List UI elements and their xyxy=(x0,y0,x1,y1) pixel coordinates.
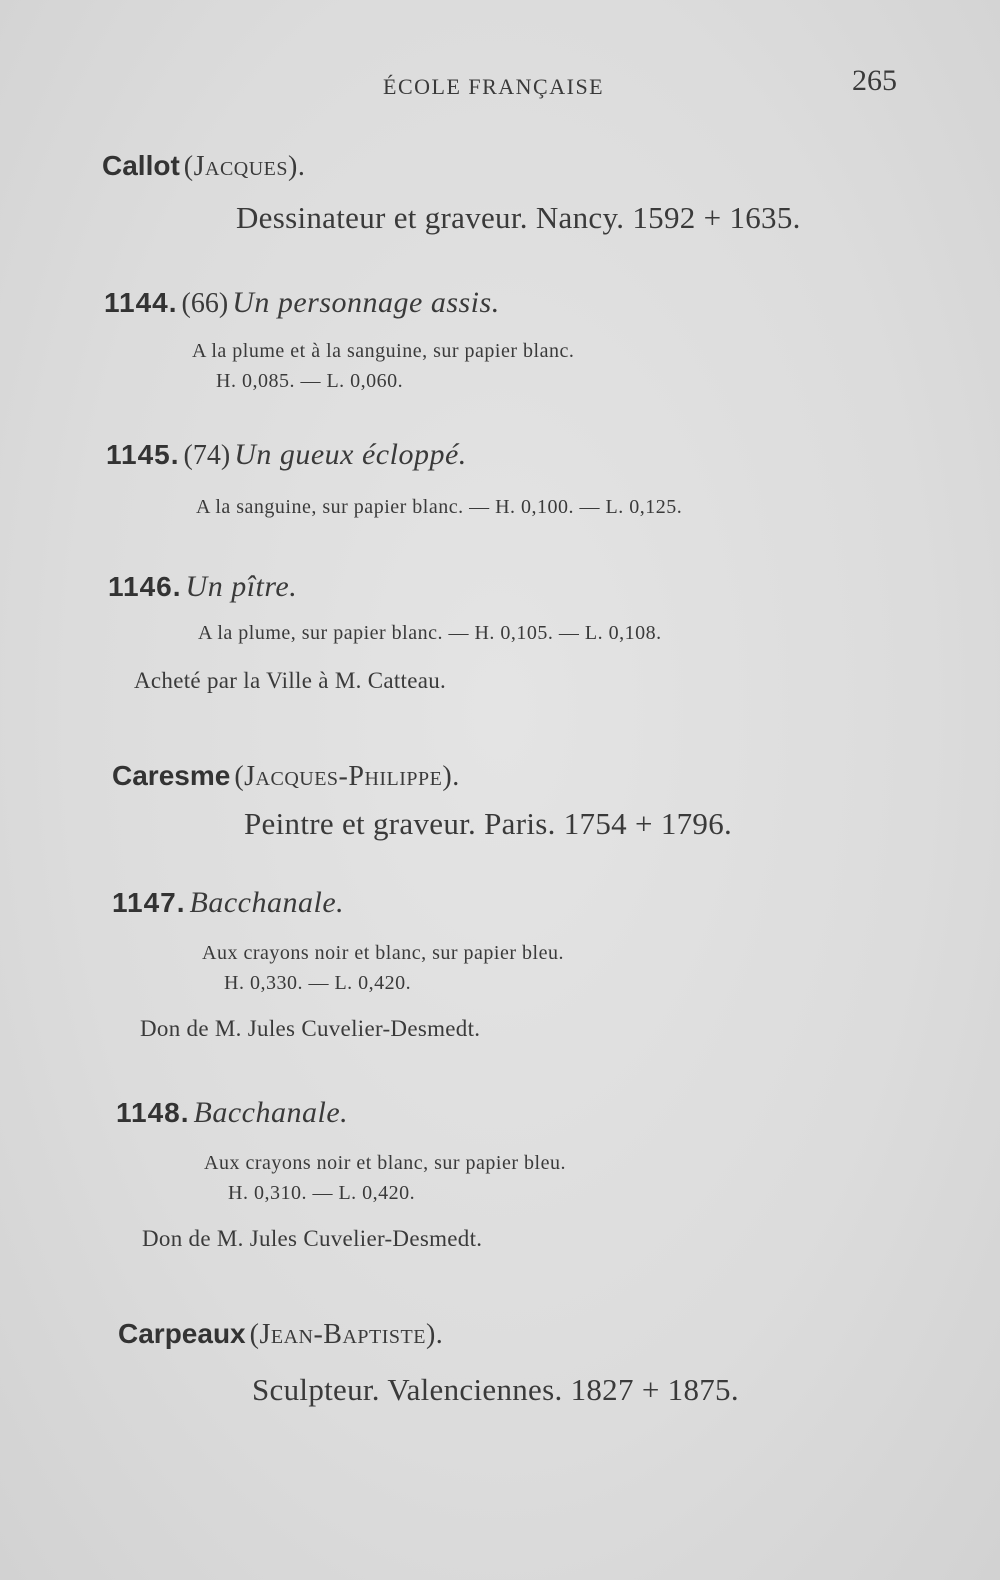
artist-description: Dessinateur et graveur. Nancy. 1592 + 1635. xyxy=(236,200,801,235)
artist-description: Peintre et graveur. Paris. 1754 + 1796. xyxy=(244,806,733,841)
artist-firstname-text: Jacques xyxy=(193,151,289,182)
entry-provenance: Don de M. Jules Cuvelier-Desmedt. xyxy=(142,1226,483,1251)
entry-number: 1144. xyxy=(104,287,178,318)
artist-firstname: (Jean-Baptiste). xyxy=(249,1319,444,1350)
artist-surname: Callot xyxy=(102,150,180,181)
artist-firstname-punct: ). xyxy=(288,151,306,182)
entry-number: 1145. xyxy=(106,439,180,470)
entry-detail: A la plume et à la sanguine, sur papier blanc. xyxy=(192,340,575,362)
artist-firstname: (Jacques). xyxy=(183,151,306,182)
artist-firstname: (Jacques-Philippe). xyxy=(234,761,460,792)
artist-firstname-punct: ). xyxy=(425,1319,444,1350)
entry-title: Un personnage assis. xyxy=(232,286,500,319)
entry-detail: H. 0,085. — L. 0,060. xyxy=(216,370,404,392)
entry-title: Bacchanale. xyxy=(193,1096,349,1129)
entry-title: Un pître. xyxy=(185,570,298,603)
entry-ref: (66) xyxy=(181,288,229,319)
running-head: ÉCOLE FRANÇAISE xyxy=(383,74,605,99)
entry-detail: H. 0,330. — L. 0,420. xyxy=(224,972,412,994)
entry-number: 1147. xyxy=(112,887,186,918)
artist-surname: Carpeaux xyxy=(118,1318,246,1349)
entry-detail: A la plume, sur papier blanc. — H. 0,105. — L. 0,108. xyxy=(198,622,662,644)
entry-heading xyxy=(106,438,467,472)
entry-detail: A la sanguine, sur papier blanc. — H. 0,100. — L. 0,125. xyxy=(196,496,683,518)
page-number: 265 xyxy=(852,64,897,97)
artist-heading xyxy=(102,150,305,183)
entry-detail: Aux crayons noir et blanc, sur papier bleu. xyxy=(204,1152,566,1174)
entry-heading xyxy=(108,570,297,604)
entry-title: Bacchanale. xyxy=(189,886,345,919)
artist-surname: Caresme xyxy=(112,760,231,791)
entry-heading xyxy=(104,286,500,320)
entry-heading xyxy=(116,1096,348,1130)
artist-heading xyxy=(118,1318,443,1351)
entry-ref: (74) xyxy=(183,440,231,471)
artist-firstname-punct: ). xyxy=(442,761,460,792)
entry-provenance: Don de M. Jules Cuvelier-Desmedt. xyxy=(140,1016,481,1041)
artist-heading xyxy=(112,760,460,793)
artist-description: Sculpteur. Valenciennes. 1827 + 1875. xyxy=(252,1372,739,1407)
entry-number: 1148. xyxy=(116,1097,190,1128)
entry-heading xyxy=(112,886,344,920)
entry-provenance: Acheté par la Ville à M. Catteau. xyxy=(134,668,447,693)
entry-detail: Aux crayons noir et blanc, sur papier bleu. xyxy=(202,942,564,964)
entry-number: 1146. xyxy=(108,571,182,602)
artist-firstname-text: Jean-Baptiste xyxy=(259,1319,426,1350)
entry-title: Un gueux écloppé. xyxy=(234,438,467,471)
artist-firstname-text: Jacques-Philippe xyxy=(244,761,443,792)
entry-detail: H. 0,310. — L. 0,420. xyxy=(228,1182,416,1204)
